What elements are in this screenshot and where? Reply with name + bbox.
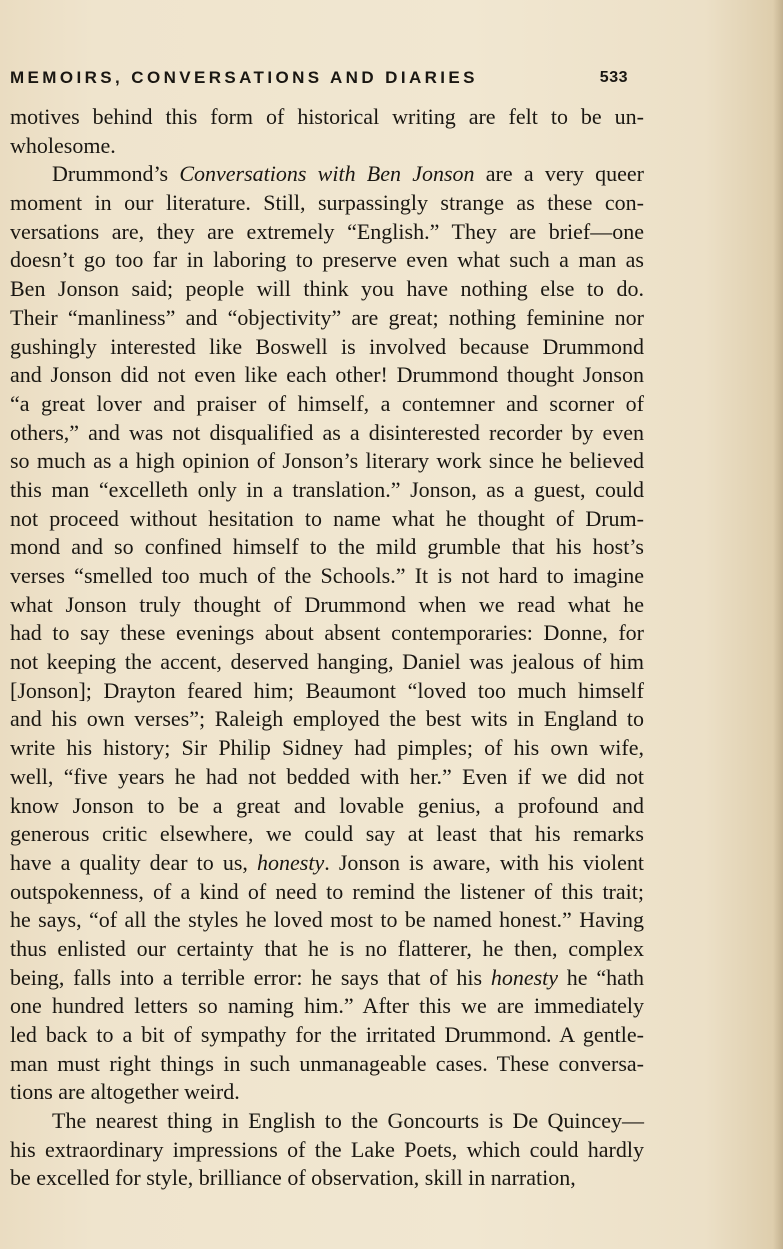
text-line: Their “manliness” and “objectivity” are great; nothing feminine nor bbox=[10, 304, 644, 330]
text-line: Ben Jonson said; people will think you have nothing else to do. bbox=[10, 276, 644, 302]
text-line: generous critic elsewhere, we could say at least that his remarks bbox=[10, 821, 644, 847]
text-line: so much as a high opinion of Jonson’s literary work since he believed bbox=[10, 448, 644, 474]
body-text bbox=[10, 103, 644, 1193]
text-line: and Jonson did not even like each other! Drummond thought Jonson bbox=[10, 362, 644, 388]
text-line: motives behind this form of historical writing are felt to be un- bbox=[10, 104, 644, 129]
text-line: verses “smelled too much of the Schools.” It is not hard to imagine bbox=[10, 563, 644, 588]
page-edge-shadow bbox=[773, 0, 783, 1249]
text-line: this man “excelleth only in a translation.” Jonson, as a guest, could bbox=[10, 476, 644, 502]
text-line: [Jonson]; Drayton feared him; Beaumont “loved too much himself bbox=[10, 677, 644, 703]
text-line: have a quality dear to us, honesty. Jonson is aware, with his violent bbox=[10, 849, 644, 875]
text-line: moment in our literature. Still, surpassingly strange as these con- bbox=[10, 190, 644, 216]
text-line: tions are altogether weird. bbox=[10, 1079, 240, 1105]
text-line: man must right things in such unmanageable cases. These conversa- bbox=[10, 1050, 644, 1076]
text-line: well, “five years he had not bedded with her.” Even if we did not bbox=[10, 763, 644, 789]
text-line: know Jonson to be a great and lovable genius, a profound and bbox=[10, 792, 644, 818]
text-line: he says, “of all the styles he loved most to be named honest.” Having bbox=[10, 907, 644, 933]
text-line: one hundred letters so naming him.” After this we are immediately bbox=[10, 993, 644, 1019]
text-line: not proceed without hesitation to name what he thought of Drum- bbox=[10, 505, 644, 531]
text-line: doesn’t go too far in laboring to preserve even what such a man as bbox=[10, 247, 644, 273]
text-line: be excelled for style, brilliance of observation, skill in narration, bbox=[10, 1165, 576, 1191]
text-line: and his own verses”; Raleigh employed the best wits in England to bbox=[10, 706, 644, 732]
text-line: mond and so confined himself to the mild grumble that his host’s bbox=[10, 534, 644, 560]
text-line: what Jonson truly thought of Drummond when we read what he bbox=[10, 591, 644, 617]
text-line: write his history; Sir Philip Sidney had pimples; of his own wife, bbox=[10, 735, 644, 761]
text-line: his extraordinary impressions of the Lake Poets, which could hardly bbox=[10, 1136, 644, 1162]
text-line: thus enlisted our certainty that he is no flatterer, he then, complex bbox=[10, 935, 644, 961]
text-line: had to say these evenings about absent contemporaries: Donne, for bbox=[10, 620, 644, 646]
text-line: being, falls into a terrible error: he says that of his honesty he “hath bbox=[10, 964, 644, 990]
text-line: Drummond’s Conversations with Ben Jonson are a very queer bbox=[52, 161, 644, 187]
text-line: wholesome. bbox=[10, 132, 116, 158]
italic-phrase: Conversations with Ben Jonson bbox=[179, 161, 475, 187]
text-line: gushingly interested like Boswell is involved because Drummond bbox=[10, 333, 644, 359]
italic-phrase: honesty bbox=[490, 964, 559, 990]
text-line: “a great lover and praiser of himself, a contemner and scorner of bbox=[10, 390, 644, 416]
running-head-title: MEMOIRS, CONVERSATIONS AND DIARIES bbox=[10, 68, 478, 87]
text-line: others,” and was not disqualified as a disinterested recorder by even bbox=[10, 419, 644, 445]
text-line: led back to a bit of sympathy for the irritated Drummond. A gentle- bbox=[10, 1022, 644, 1047]
italic-phrase: honesty bbox=[257, 849, 325, 875]
text-line: versations are, they are extremely “English.” They are brief—one bbox=[10, 218, 644, 244]
text-line: not keeping the accent, deserved hanging, Daniel was jealous of him bbox=[10, 649, 644, 675]
page-number: 533 bbox=[599, 69, 628, 86]
running-head bbox=[10, 64, 642, 92]
text-line: outspokenness, of a kind of need to remind the listener of this trait; bbox=[10, 878, 644, 904]
text-line: The nearest thing in English to the Goncourts is De Quincey— bbox=[52, 1108, 644, 1134]
